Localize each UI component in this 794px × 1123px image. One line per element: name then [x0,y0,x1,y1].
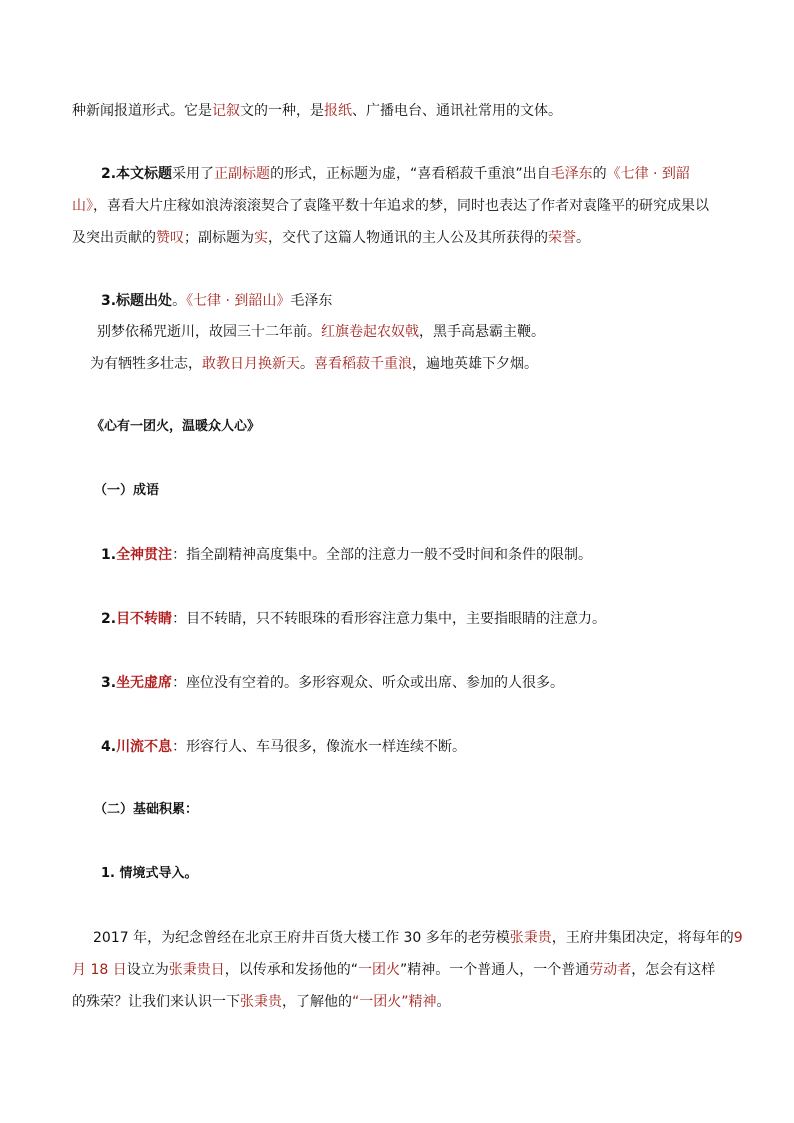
idiom-separator: ： [172,675,187,691]
highlight: 记叙 [212,103,240,119]
text: 种新闻报道形式。它是 [72,103,212,119]
highlight: 张秉贵日 [168,962,225,978]
text: 采用了 [172,166,215,182]
idiom-item [101,609,606,629]
text: ，黑手高悬霸主鞭。 [419,324,545,340]
text: 的 [592,166,607,182]
highlight: “一团火”精神 [352,994,437,1010]
basics-heading: （二）基础积累： [94,802,199,817]
basics-paragraph-line-1 [93,928,743,948]
section-title: 《心有一团火，温暖众人心》 [91,419,261,434]
basics-paragraph-line-3 [72,992,451,1012]
idiom-number: 2. [101,611,117,627]
idiom-separator: ： [172,547,187,563]
text: 设立为 [126,962,169,978]
highlight: 实 [254,230,268,246]
text: ，了解他的 [282,994,352,1010]
paragraph-2-line-1 [101,164,690,184]
highlight: 月 18 日 [72,962,127,978]
basics-subheading: 1. 情境式导入。 [101,866,198,881]
idiom-definition: 形容行人、车马很多，像流水一样连续不断。 [186,739,467,755]
text: 的形式，正标题为虚，“喜看稻菽千重浪”出自 [270,166,551,182]
highlight: 敢教日月换新天 [202,356,300,372]
text: 。 [300,356,314,372]
highlight: 喜看稻菽千重浪 [314,356,412,372]
idiom-item [101,673,564,693]
highlight: 红旗卷起农奴戟 [321,324,419,340]
text: 及突出贡献的 [72,230,156,246]
paragraph-2-line-2 [72,196,709,216]
idiom-item [101,545,592,565]
paragraph-2-line-3 [72,228,590,248]
highlight: 报纸 [324,103,352,119]
highlight: 山》 [72,198,93,214]
text: 。 [172,293,187,309]
paragraph-1-line-1 [72,101,562,121]
text: ，喜看大片庄稼如浪涛滚滚契合了袁隆平数十年追求的梦，同时也表达了作者对袁隆平的研究成果以 [93,198,709,214]
poem-line-1 [97,322,545,342]
text: 2017 年，为纪念曾经在北京王府井百货大楼工作 30 多年的老劳模 [93,930,510,946]
highlight: 正副标题 [214,166,271,182]
highlight: 劳动者 [589,962,632,978]
highlight: 张秉贵 [240,994,282,1010]
text: ，遍地英雄下夕烟。 [412,356,538,372]
text: 。 [576,230,590,246]
highlight: 张秉贵 [509,930,552,946]
text: 。 [436,994,451,1010]
idiom-term: 目不转睛 [116,611,173,627]
idioms-heading: （一）成语 [94,483,160,498]
text: 别梦依稀咒逝川，故园三十二年前。 [97,324,321,340]
highlight: 一团火 [357,962,400,978]
text: ”精神。一个普通人，一个普通 [399,962,590,978]
basics-paragraph-line-2 [72,960,715,980]
idiom-term: 川流不息 [116,739,173,755]
text: ；副标题为 [184,230,254,246]
text: ，以传承和发扬他的“ [224,962,358,978]
item-label: 2.本文标题 [101,166,173,182]
idiom-separator: ： [172,611,187,627]
idiom-number: 3. [101,675,117,691]
highlight: 荣誉 [548,230,576,246]
text: ，王府井集团决定，将每年的 [551,930,734,946]
idiom-term: 坐无虚席 [116,675,173,691]
idiom-definition: 座位没有空着的。多形容观众、听众或出席、参加的人很多。 [186,675,565,691]
idiom-separator: ： [172,739,187,755]
text: 文的一种，是 [240,103,324,119]
idiom-definition: 指全副精神高度集中。全部的注意力一般不受时间和条件的限制。 [186,547,593,563]
highlight: 《七律 · 到韶 [606,166,690,182]
text: 、广播电台、通讯社常用的文体。 [352,103,562,119]
text: ，交代了这篇人物通讯的主人公及其所获得的 [268,230,548,246]
highlight: 《七律 · 到韶山》 [186,293,291,309]
text: 毛泽东 [290,293,333,309]
highlight: 9 [733,930,743,946]
text: ，怎会有这样 [631,962,716,978]
idiom-number: 1. [101,547,117,563]
item-label: 3.标题出处 [101,293,173,309]
paragraph-3-line-1 [101,291,332,311]
idiom-term: 全神贯注 [116,547,173,563]
idiom-item [101,737,466,757]
idiom-definition: 目不转睛，只不转眼珠的看形容注意力集中，主要指眼睛的注意力。 [186,611,607,627]
idiom-number: 4. [101,739,117,755]
text: 的殊荣？让我们来认识一下 [72,994,240,1010]
text: 为有牺牲多壮志， [90,356,202,372]
highlight: 毛泽东 [550,166,593,182]
poem-line-2 [90,354,538,374]
highlight: 赞叹 [156,230,184,246]
